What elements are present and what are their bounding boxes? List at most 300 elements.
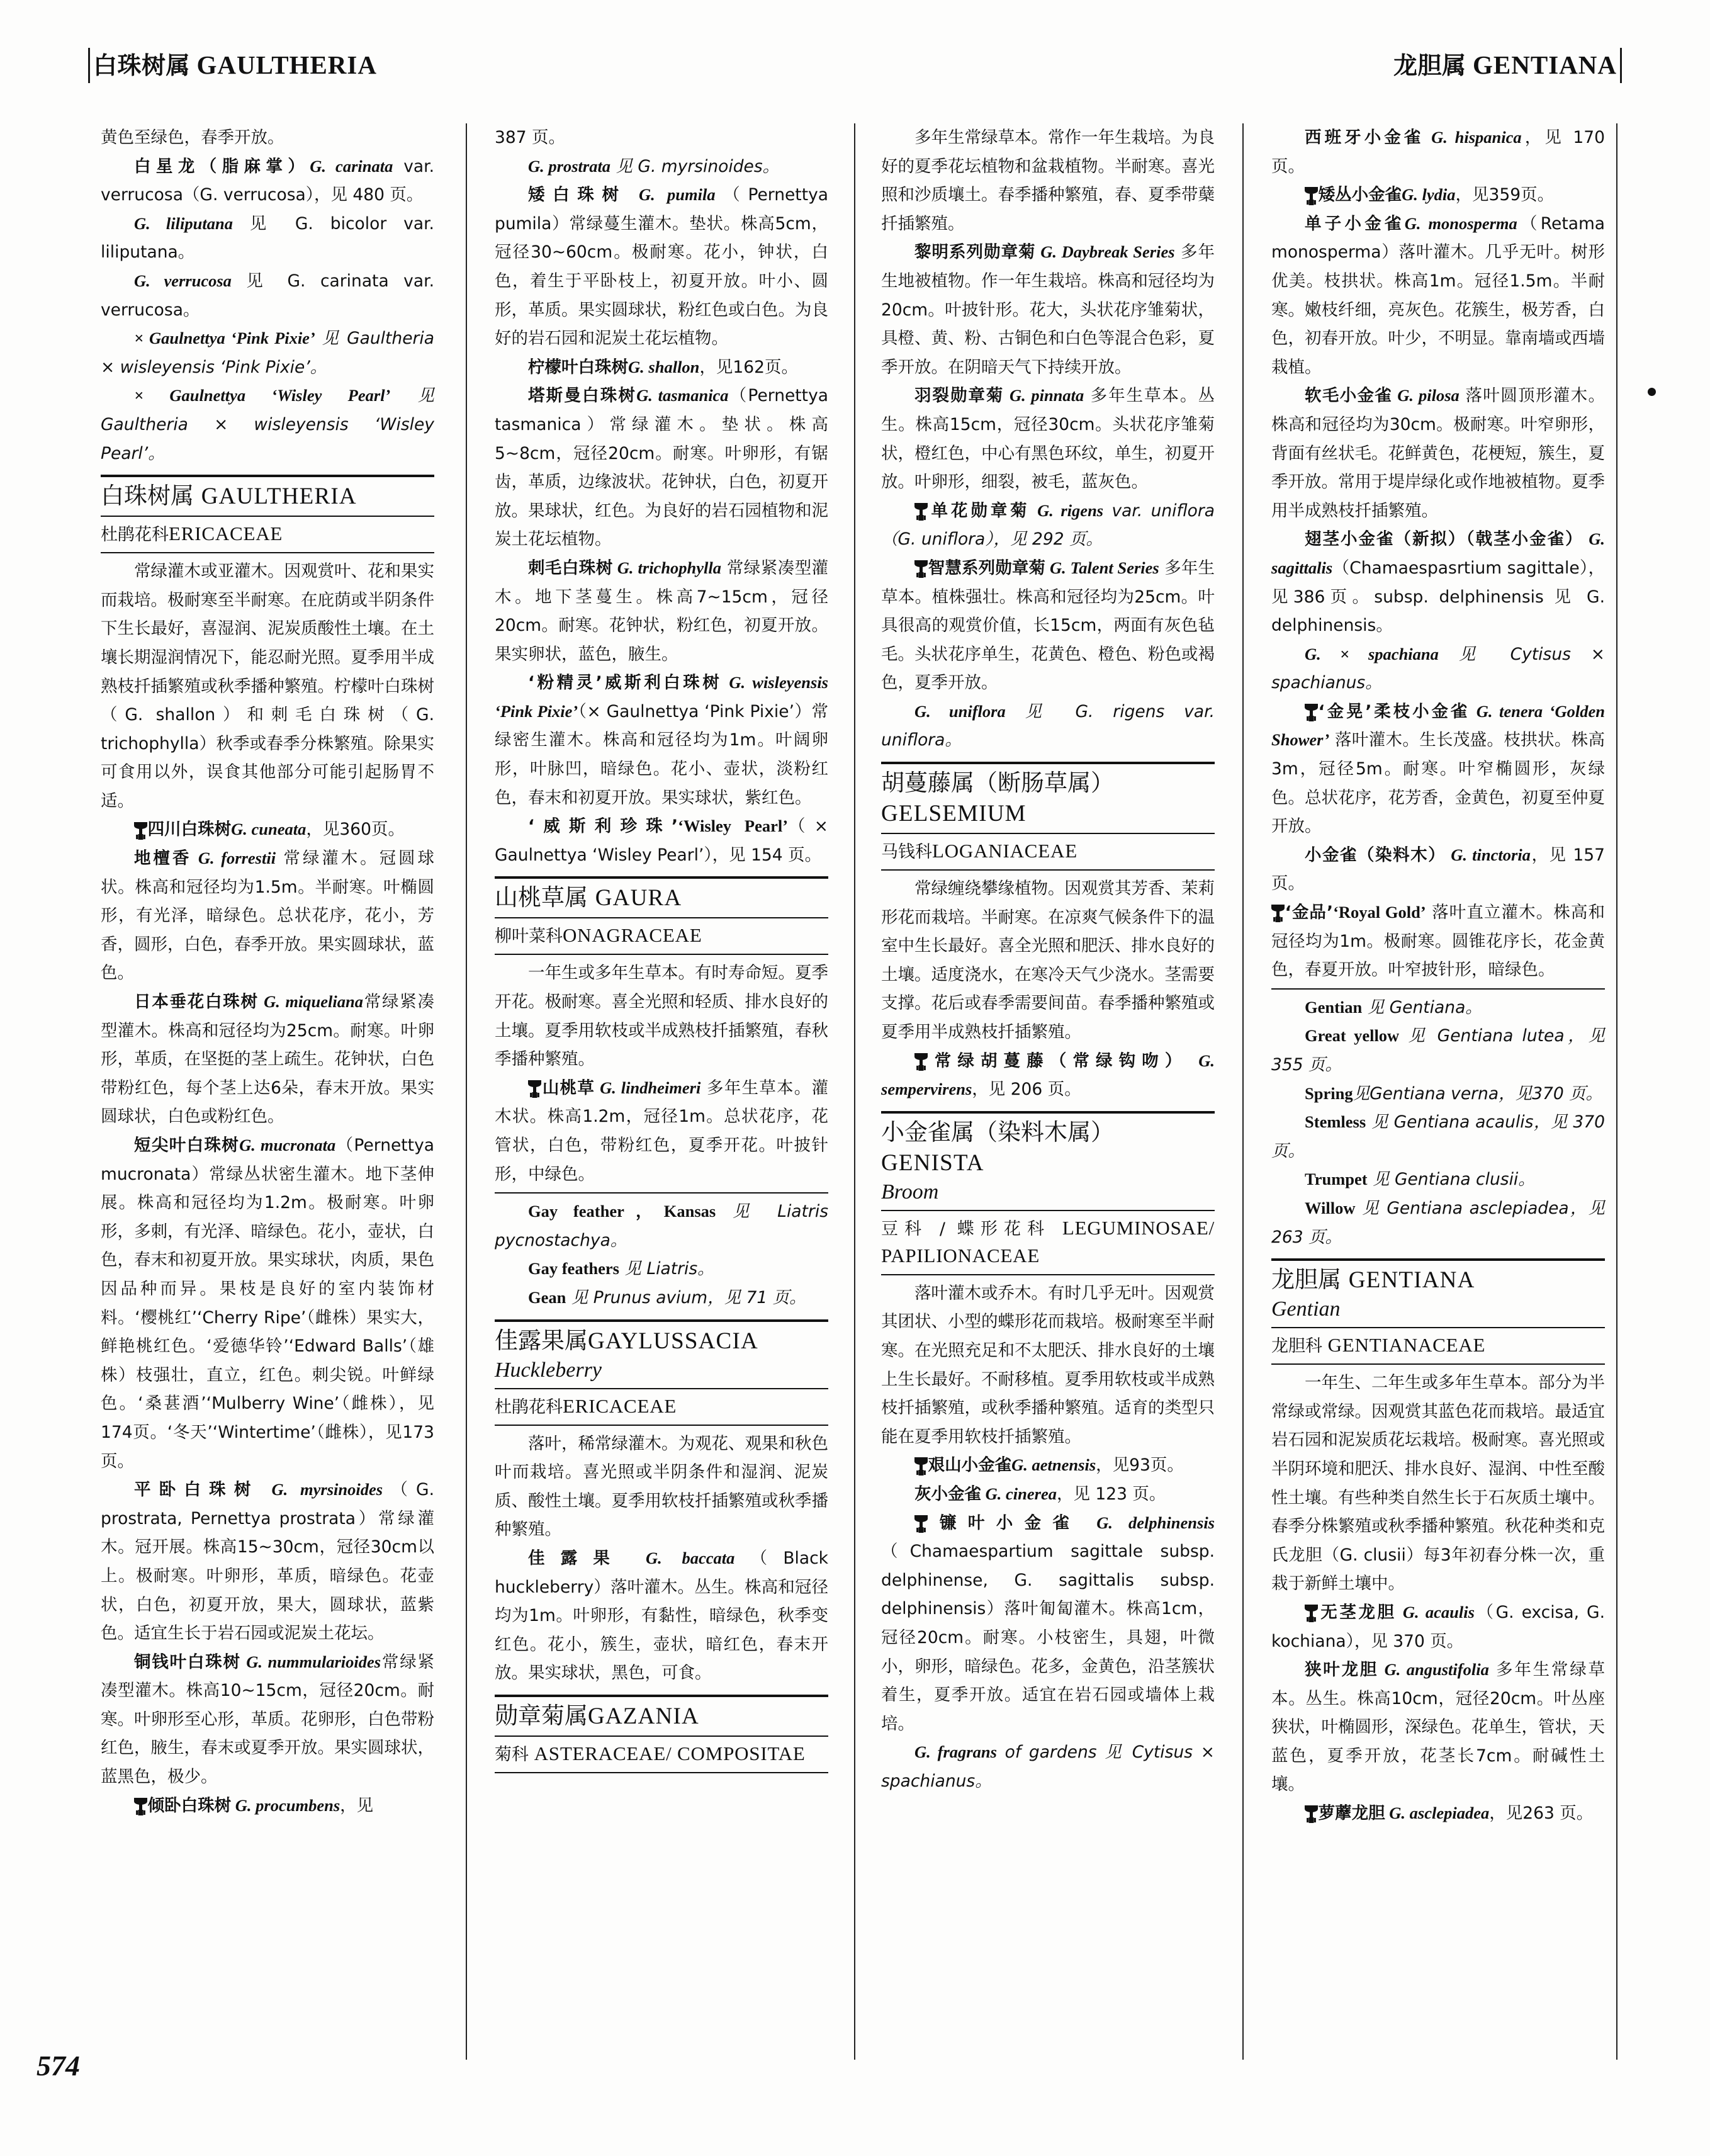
text-column-1 [101, 123, 434, 1820]
genus-heading [495, 1326, 828, 1357]
cross-reference [495, 1255, 828, 1284]
text-column-2 [495, 123, 828, 1777]
cross-reference [1271, 1194, 1605, 1251]
species-entry [1271, 841, 1605, 898]
xref-term: Gean [528, 1287, 566, 1307]
cultivar-name-cjk: ‘金品’ [1285, 903, 1334, 923]
genus-heading [881, 768, 1215, 829]
species-binomial: G. pumila [638, 185, 716, 205]
genus-rule-top [881, 762, 1215, 764]
genus-heading-latin: GAZANIA [588, 1703, 699, 1729]
award-cup-icon [134, 821, 147, 837]
species-entry [101, 988, 434, 1131]
species-name-cjk: 倾卧白珠树 [147, 1795, 232, 1815]
species-entry [1271, 697, 1605, 841]
species-name-cjk: 镰叶小金雀 [928, 1513, 1081, 1533]
award-cup-icon [1305, 703, 1318, 719]
family-cjk: 龙胆科 [1271, 1336, 1322, 1357]
column-divider-1 [466, 123, 467, 2060]
genus-heading-latin: GENTIANA [1348, 1267, 1475, 1294]
species-binomial: G. delphinensis [1096, 1513, 1215, 1532]
species-entry [881, 1480, 1215, 1509]
genus-rule-mid [1271, 1327, 1605, 1328]
xref-term: Gentian [1305, 997, 1363, 1017]
species-body: ，见93页。 [1096, 1455, 1184, 1476]
xref-term: Gay feather，Kansas [528, 1202, 716, 1221]
genus-rule-bottom [881, 869, 1215, 871]
genus-block-gelsemium [881, 762, 1215, 871]
species-binomial: G. rigens [1037, 500, 1104, 520]
running-head-right [1393, 45, 1617, 84]
species-entry [495, 554, 828, 669]
cultivar-name-latin: ‘Royal Gold’ [1333, 903, 1426, 922]
species-entry [881, 497, 1215, 554]
species-body: （× Gaulnettya ‘Wisley Pearl’），见 154 页。 [495, 816, 828, 865]
species-name-cjk: 铜钱叶白珠树 [134, 1652, 241, 1672]
running-head-left-rule [88, 48, 90, 83]
genus-heading-latin: GAYLUSSACIA [588, 1328, 758, 1354]
genus-rule-bottom [881, 1274, 1215, 1275]
species-name-cjk: 常绿胡蔓藤（常绿钩吻） [928, 1051, 1188, 1071]
species-body: 见 Cytisus × spachianus。 [1271, 644, 1606, 693]
species-body: ，见 170 页。 [1271, 128, 1605, 176]
genus-heading-cjk: 小金雀属（染料木属） [881, 1118, 1114, 1146]
genus-description: 常绿缠绕攀缘植物。因观赏其芳香、茉莉形花而栽培。半耐寒。在凉爽气候条件下的温室中生长最好。喜全光照和肥沃、排水良好的土壤。适度浇水，在寒冷天气少浇水。茎需要支撑。花后或春季需要间苗。春季播种繁殖或夏季用半成熟枝扦插繁殖。 [881, 879, 1215, 1042]
species-body: ，见 [340, 1795, 374, 1815]
genus-description: 落叶，稀常绿灌木。为观花、观果和秋色叶而栽培。喜光照或半阴条件和湿润、泥炭质、酸性土壤。夏季用软枝扦插繁殖或秋季播种繁殖。 [495, 1433, 828, 1540]
species-body: 常绿灌木。冠圆球状。株高和冠径均为1.5m。半耐寒。叶椭圆形，有光泽，暗绿色。总状花序，花小，芳香，圆形，白色，春季开放。果实圆球状，蓝色。 [101, 849, 434, 983]
xref-term: Gay feathers [528, 1259, 619, 1278]
xref-term: Great yellow [1305, 1026, 1400, 1046]
species-entry [1271, 1656, 1605, 1799]
xref-target: 见 Gentiana acaulis，见 370 页。 [1271, 1112, 1605, 1161]
species-binomial: G. lindheimeri [600, 1078, 701, 1097]
running-head-left [93, 45, 377, 84]
genus-rule-top [495, 1319, 828, 1322]
species-body: （Pernettya tasmanica）常绿灌木。垫状。株高5~8cm，冠径20cm。耐寒。叶卵形，有锯齿，革质，边缘波状。花钟状，白色，初夏开放。果球状，红色。为良好的岩石园植物和泥炭土花坛植物。 [495, 386, 828, 550]
cultivar-body: 落叶直立灌木。株高和冠径均为1m。极耐寒。圆锥花序长，花金黄色，春夏开放。叶窄披针形，暗绿色。 [1271, 903, 1605, 980]
species-entry [1271, 1799, 1605, 1828]
species-name-cjk: 萝藦龙胆 [1318, 1803, 1385, 1824]
species-name-cjk: 矮白珠树 [528, 185, 627, 205]
xref-target: 见Gentiana verna，见370 页。 [1353, 1083, 1603, 1103]
family-cjk: 柳叶菜科 [495, 927, 563, 947]
column-divider-4 [1616, 123, 1617, 2060]
species-body: ，见 157 页。 [1271, 845, 1605, 894]
genus-rule-top [495, 876, 828, 879]
entry-body: 见 Gaultheria × wisleyensis ‘Pink Pixie’。 [101, 329, 435, 377]
species-binomial: G. trichophylla [617, 558, 722, 577]
genus-description: 一年生、二年生或多年生草本。部分为半常绿或常绿。因观赏其蓝色花而栽培。最适宜岩石园和泥炭质花坛栽培。极耐寒。喜光照或半阴环境和肥沃、排水良好、湿润、中性至酸性土壤。有些种类自然生长于石灰质土壤中。春季分株繁殖或秋季播种繁殖。秋花种类和克氏龙胆（G. clusii）每3年初春分株一次，重栽于新鲜土壤中。 [1271, 1373, 1605, 1594]
family-cjk: 杜鹃花科 [495, 1397, 563, 1417]
species-body: （Retama monosperma）落叶灌木。几乎无叶。树形优美。枝拱状。株高1m。冠径1.5m。半耐寒。嫩枝纤细，亮灰色。花簇生，极芳香，白色，初春开放。叶少，不明显。靠南墙或西墙栽植。 [1271, 213, 1605, 377]
species-binomial: G. wisleyensis ‘Pink Pixie’ [495, 673, 828, 721]
species-entry [881, 1047, 1215, 1104]
species-binomial: G. cuneata [231, 820, 307, 839]
species-body: var. uniflora（G. uniflora），见 292 页。 [881, 500, 1215, 550]
species-binomial: G. sempervirens [881, 1051, 1215, 1099]
genus-rule-mid [495, 917, 828, 918]
xref-target: 见 Liatris pycnostachya。 [495, 1202, 828, 1250]
species-body: 落叶灌木。生长茂盛。枝拱状。株高3m，冠径5m。耐寒。叶窄椭圆形，灰绿色。总状花序，花芳香，金黄色，初夏至仲夏开放。 [1271, 730, 1605, 837]
column-divider-2 [854, 123, 855, 2060]
species-name-cjk: 地檀香 [134, 849, 192, 869]
genus-block-gaylussacia [495, 1319, 828, 1426]
species-name-cjk: 灰小金雀 [914, 1484, 981, 1504]
species-body: ，见263 页。 [1489, 1803, 1594, 1824]
species-entry [881, 697, 1215, 755]
entry-gaulnettya-wisley-pearl [101, 381, 434, 468]
species-entry [1271, 123, 1605, 181]
species-binomial: G. angustifolia [1384, 1660, 1489, 1679]
species-name-cjk: 平卧白珠树 [134, 1480, 259, 1500]
family-latin: GENTIANACEAE [1327, 1334, 1486, 1357]
genus-heading-cjk: 白珠树属 [101, 482, 194, 510]
species-binomial: G. tinctoria [1451, 845, 1531, 864]
entry-binomial: G. carinata [310, 156, 393, 176]
species-name-cjk: 矮丛小金雀 [1318, 185, 1402, 205]
species-binomial: G. Talent Series [1049, 558, 1159, 577]
species-binomial: G. aetnensis [1011, 1455, 1096, 1475]
species-body: ，见359页。 [1455, 185, 1555, 205]
genus-rule-bottom [495, 1772, 828, 1773]
family-line [495, 1393, 828, 1421]
species-body: （Pernettya mucronata）常绿丛状密生灌木。地下茎伸展。株高和冠径均为1.2m。极耐寒。叶卵形，多刺，有光泽、暗绿色。花小，壶状，白色，春末和初夏开放。果实球状，肉质，果色因品种而异。果枝是良好的室内装饰材料。‘樱桃红’‘Cherry Ripe’（雌株）果实大，鲜艳桃红色。‘爱德华铃’‘Edward Balls’（雄株）枝强壮，直立，红色。刺尖锐。叶鲜绿色。‘桑葚酒’‘Mulberry Wine’（雌株），见174页。‘冬天’‘Wintertime’（雌株），见173页。 [101, 1136, 434, 1471]
genus-rule-bottom [101, 552, 434, 553]
species-entry [495, 353, 828, 382]
species-body: 多年生草本。灌木状。株高1.2m，冠径1m。总状花序，花管状，白色，带粉红色，夏季开花。叶披针形，中绿色。 [495, 1078, 829, 1184]
entry-binomial: G. prostrata [528, 156, 611, 176]
species-entry [495, 812, 828, 869]
genus-rule-bottom [495, 1425, 828, 1426]
species-body: ，见 123 页。 [1056, 1484, 1166, 1504]
genus-rule-mid [495, 1388, 828, 1389]
genus-heading-cjk: 佳露果属 [495, 1326, 588, 1354]
cross-reference [1271, 1022, 1605, 1079]
genus-block-gaultheria [101, 475, 434, 553]
xref-term: Spring [1305, 1083, 1353, 1103]
species-name-cjk: 无茎龙胆 [1318, 1602, 1397, 1622]
species-entry [101, 815, 434, 844]
species-binomial: G. lydia [1402, 185, 1456, 205]
species-body: 常绿紧凑型灌木。地下茎蔓生。株高7~15cm，冠径20cm。耐寒。花钟状，粉红色，初夏开放。果实卵状，蓝色，腋生。 [495, 558, 829, 664]
entry-binomial: G. liliputana [134, 213, 233, 233]
genus-heading-cjk: 山桃草属 [495, 884, 588, 912]
entry-binomial: × Gaulnettya ‘Pink Pixie’ [134, 329, 315, 348]
family-line [1271, 1332, 1605, 1360]
cross-reference [1271, 1108, 1605, 1165]
species-name-cjk: 佳露果 [528, 1548, 626, 1568]
species-binomial: G. hispanica [1431, 128, 1522, 147]
species-body: （Chamaespasrtium sagittale），见386页。subsp. delphinensis 见 G. delphinensis。 [1271, 558, 1605, 636]
cross-reference [495, 1284, 828, 1312]
family-cjk: 菊科 [495, 1744, 529, 1764]
species-entry [495, 381, 828, 554]
family-line [495, 1741, 828, 1768]
species-name-cjk: 翅茎小金雀（新拟）（戟茎小金雀） [1305, 529, 1583, 550]
genus-rule-top [101, 475, 434, 477]
species-body: ，见 206 页。 [972, 1080, 1081, 1100]
cross-reference [1271, 993, 1605, 1022]
cross-reference [1271, 1165, 1605, 1194]
species-entry [881, 1451, 1215, 1480]
family-line [881, 1215, 1215, 1270]
genus-heading-latin: GAULTHERIA [201, 483, 357, 510]
species-name-cjk: 山桃草 [541, 1078, 595, 1098]
award-cup-icon [1305, 186, 1318, 202]
species-name-cjk: 柠檬叶白珠树 [528, 357, 628, 377]
genus-rule-bottom [1271, 1363, 1605, 1365]
genus-heading [1271, 1265, 1605, 1295]
award-cup-icon [914, 560, 928, 575]
species-name-cjk: 刺毛白珠树 [528, 558, 613, 578]
species-entry [1271, 525, 1605, 640]
species-body: 常绿紧凑型灌木。株高10~15cm，冠径20cm。耐寒。叶卵形至心形，革质。花卵形，白色带粉红色，腋生，春末或夏季开放。果实圆球状，蓝黑色，极少。 [101, 1652, 435, 1787]
species-name-cjk: 黎明系列勋章菊 [914, 242, 1036, 262]
award-cup-icon [1305, 1604, 1318, 1620]
genus-rule-top [881, 1111, 1215, 1114]
genus-heading [495, 883, 828, 913]
species-entry [1271, 1598, 1605, 1656]
species-body: ，见162页。 [699, 357, 798, 377]
species-binomial: G. fragrans [914, 1742, 997, 1762]
xref-target: 见 Gentiana asclepiadea，见263 页。 [1271, 1198, 1605, 1247]
family-cjk: 杜鹃花科 [101, 525, 169, 545]
entry-binomial: G. verrucosa [134, 271, 232, 290]
genus-description: 一年生或多年生草本。有时寿命短。夏季开花。极耐寒。喜全光照和轻质、排水良好的土壤。夏季用软枝或半成熟枝扦插繁殖，春秋季播种繁殖。 [495, 963, 828, 1070]
species-body: （Pernettya pumila）常绿蔓生灌木。垫状。株高5cm，冠径30~60cm。极耐寒。花小，钟状，白色，着生于平卧枝上，初夏开放。叶小、圆形，革质。果实圆球状，粉红色或白色。为良好的岩石园和泥炭土花坛植物。 [495, 185, 829, 349]
species-body: （G. excisa, G. kochiana），见 370 页。 [1271, 1602, 1606, 1651]
award-cup-icon [1305, 1805, 1318, 1820]
species-entry [101, 844, 434, 988]
genus-block-gazania [495, 1695, 828, 1773]
species-entry [881, 381, 1215, 496]
species-body: 多年生草本。植株强壮。株高和冠径均为25cm。叶具很高的观赏价值，长15cm，两面有灰色毡毛。头状花序单生，花黄色、橙色、粉色或褐色，夏季开放。 [881, 558, 1215, 693]
genus-description: 落叶灌木或乔木。有时几乎无叶。因观赏其团状、小型的蝶形花而栽培。极耐寒至半耐寒。在光照充足和不太肥沃、排水良好的土壤上生长最好。不耐移植。夏季用软枝或半成熟枝扦插繁殖，或秋季播种繁殖。适育的类型只能在夏季用软枝扦插繁殖。 [881, 1283, 1215, 1447]
species-name-cjk: ‘威斯利珍珠’ [528, 816, 678, 837]
species-binomial: G. tenera ‘Golden Shower’ [1271, 701, 1606, 750]
genus-rule-mid [101, 516, 434, 517]
species-name-cjk: 单花勋章菊 [928, 500, 1030, 521]
genus-block-gaura [495, 876, 828, 955]
family-latin: LEGUMINOSAE/ PAPILIONACEAE [881, 1216, 1215, 1267]
award-cup-icon [914, 502, 928, 518]
paragraph: 387 页。 [495, 128, 566, 147]
genus-heading-latin: GELSEMIUM [881, 801, 1027, 827]
species-binomial: G. monosperma [1404, 213, 1517, 233]
species-entry [881, 1509, 1215, 1739]
genus-rule-top [1271, 1258, 1605, 1261]
column-divider-3 [1242, 123, 1244, 2060]
species-body: ，见360页。 [306, 820, 405, 840]
species-entry [881, 238, 1215, 381]
species-binomial: G. mucronata [239, 1136, 336, 1154]
species-entry [101, 1792, 434, 1820]
family-latin: ERICACEAE [563, 1394, 677, 1417]
text-column-4 [1271, 123, 1605, 1828]
species-binomial: G. pinnata [1009, 386, 1084, 405]
species-entry [1271, 181, 1605, 210]
species-entry [101, 1131, 434, 1476]
xref-term: Trumpet [1305, 1170, 1368, 1189]
species-name-cjk: 艰山小金雀 [928, 1455, 1012, 1476]
species-name-cjk: 日本垂花白珠树 [134, 992, 259, 1012]
species-entry [495, 669, 828, 812]
page-number: 574 [37, 2050, 80, 2082]
species-name-cjk: 狭叶龙胆 [1305, 1660, 1379, 1680]
species-binomial: G. shallon [628, 357, 700, 376]
species-body: （Chamaespartium sagittale subsp. delphinense, G. sagittalis subsp. delphinensis）落叶匍匐灌木。株高1cm，冠径20cm。耐寒。小枝密生，具翅，叶微小，卵形，暗绿色。花多，金黄色，沿茎簇状着生，夏季开放。适宜在岩石园或墙体上栽培。 [881, 1542, 1215, 1734]
species-name-cjk: 羽裂勋章菊 [914, 386, 1004, 406]
printer-mark-dot [1648, 388, 1656, 396]
species-name-cjk: 短尖叶白珠树 [134, 1136, 240, 1155]
xref-target: 见 Gentiana。 [1362, 997, 1482, 1017]
genus-heading-latin: GENISTA [881, 1149, 984, 1176]
xref-target: 见 Gentiana lutea，见 355 页。 [1271, 1026, 1605, 1075]
species-entry [101, 1648, 434, 1792]
species-entry [1271, 381, 1605, 525]
species-entry [881, 554, 1215, 697]
section-rule [495, 1192, 828, 1194]
species-entry [495, 1544, 828, 1688]
species-body: （× Gaulnettya ‘Pink Pixie’）常绿密生灌木。株高和冠径均为1m。叶阔卵形，叶脉凹，暗绿色。花小、壶状，淡粉红色，春末和初夏开放。果实球状，紫红色。 [495, 701, 828, 808]
genus-heading [881, 1117, 1215, 1178]
species-name-cjk: 小金雀（染料木） [1305, 845, 1446, 865]
xref-target: 见 Liatris。 [619, 1259, 714, 1279]
family-line [495, 922, 828, 950]
species-binomial: G. miqueliana [264, 992, 364, 1012]
species-body: 常绿紧凑型灌木。株高和冠径均为25cm。耐寒。叶卵形，革质，在坚挺的茎上疏生。花钟状，白色带粉红色，每个茎上达6朵，春末开放。果实圆球状，白色或粉红色。 [101, 992, 435, 1127]
species-binomial: G. acaulis [1402, 1602, 1475, 1622]
entry-liliputana [101, 210, 434, 267]
genus-heading-latin: GAURA [595, 885, 682, 912]
species-binomial: G. nummularioides [246, 1652, 381, 1671]
xref-target: 见 Prunus avium，见 71 页。 [566, 1287, 806, 1307]
species-binomial: G. cinerea [985, 1484, 1057, 1503]
genus-rule-bottom [495, 954, 828, 955]
cross-reference [1271, 1080, 1605, 1109]
species-body: 见 G. rigens var. uniflora。 [881, 701, 1215, 750]
award-cup-icon [914, 1053, 928, 1068]
species-name-cjk: ‘粉精灵’威斯利白珠树 [528, 673, 723, 693]
paragraph: 黄色至绿色，春季开放。 [101, 128, 284, 147]
cultivar-entry [1271, 898, 1605, 985]
species-binomial: G. baccata [645, 1548, 735, 1567]
species-name-cjk: 单子小金雀 [1305, 213, 1405, 234]
running-head-left-cjk: 白珠树属 [93, 52, 191, 79]
species-body: 多年生草本。丛生。株高15cm，冠径30cm。头状花序雏菊状，橙红色，中心有黑色环纹，单生，初夏开放。叶卵形，细裂，被毛，蓝灰色。 [881, 386, 1215, 492]
species-name-cjk: 塔斯曼白珠树 [528, 386, 637, 406]
genus-rule-top [495, 1695, 828, 1697]
genus-heading [495, 1701, 828, 1732]
section-rule [1271, 988, 1605, 990]
running-head-left-latin: GAULTHERIA [196, 50, 377, 79]
species-name-cjk: ‘金晃’柔枝小金雀 [1318, 701, 1470, 721]
species-entry [881, 1738, 1215, 1795]
award-cup-icon [528, 1080, 541, 1095]
genus-common-name: Huckleberry [495, 1358, 602, 1382]
running-head-right-cjk: 龙胆属 [1393, 52, 1466, 79]
species-binomial: G. × spachiana [1305, 644, 1439, 663]
species-body: （G. prostrata, Pernettya prostrata）常绿灌木。冠开展。株高15~30cm，冠径30cm以上。极耐寒。叶卵形，革质，暗绿色。花壶状，白色，初夏开放，果大，圆球状，蓝紫色。适宜生长于岩石园或泥炭土花坛。 [101, 1480, 434, 1644]
species-name-cjk: 软毛小金雀 [1305, 386, 1393, 406]
entry-prostrata [495, 152, 828, 181]
family-latin: ASTERACEAE/ COMPOSITAE [534, 1742, 806, 1764]
genus-heading-cjk: 胡蔓藤属（断肠草属） [881, 769, 1114, 797]
xref-term: Willow [1305, 1198, 1356, 1217]
species-body: 多年生地被植物。作一年生栽培。株高和冠径均为20cm。叶披针形。花大，头状花序雏菊状，具橙、黄、粉、古铜色和白色等混合色彩，夏季开放。在阴暗天气下持续开放。 [881, 242, 1215, 377]
species-name-cjk: 四川白珠树 [147, 820, 232, 840]
entry-binomial: × Gaulnettya ‘Wisley Pearl’ [134, 386, 391, 405]
family-latin: ONAGRACEAE [563, 924, 702, 947]
genus-heading [101, 481, 434, 512]
species-binomial: G. forrestii [198, 849, 276, 868]
entry-gaulnettya-pink-pixie [101, 324, 434, 381]
species-binomial: G. Daybreak Series [1040, 242, 1175, 262]
award-cup-icon [914, 1515, 928, 1530]
genus-description: 多年生常绿草本。常作一年生栽培。为良好的夏季花坛植物和盆栽植物。半耐寒。喜光照和沙质壤土。春季播种繁殖，春、夏季带蘖扦插繁殖。 [881, 128, 1215, 234]
family-latin: ERICACEAE [169, 522, 283, 545]
family-cjk: 豆科 / 蝶形花科 [881, 1219, 1051, 1239]
genus-heading-cjk: 龙胆属 [1271, 1266, 1341, 1294]
genus-block-gentiana [1271, 1258, 1605, 1365]
species-entry [1271, 210, 1605, 382]
genus-block-genista [881, 1111, 1215, 1275]
species-binomial: G. myrsinoides [271, 1480, 383, 1499]
award-cup-icon [914, 1457, 928, 1473]
species-binomial: G. uniflora [914, 701, 1006, 721]
award-cup-icon [1271, 904, 1285, 920]
family-line [101, 521, 434, 548]
species-body: 多年生常绿草本。丛生。株高10cm，冠径20cm。叶丛座狭状，叶椭圆形，深绿色。花单生，管状，天蓝色，夏季开放，花茎长7cm。耐碱性土壤。 [1271, 1660, 1606, 1795]
cross-reference [495, 1197, 828, 1255]
species-body: 落叶圆顶形灌木。株高和冠径均为30cm。极耐寒。叶窄卵形，背面有丝状毛。花鲜黄色，花梗短，簇生，夏季开放。常用于堤岸绿化或作地被植物。夏季用半成熟枝扦插繁殖。 [1271, 386, 1605, 521]
entry-verrucosa [101, 267, 434, 324]
genus-description: 常绿灌木或亚灌木。因观赏叶、花和果实而栽培。极耐寒至半耐寒。在庇荫或半阴条件下生长最好，喜湿润、泥炭质酸性土壤。在土壤长期湿润情况下，能忍耐光照。夏季用半成熟枝扦插繁殖或秋季播种繁殖。柠檬叶白珠树（G. shallon）和刺毛白珠树（G. trichophylla）秋季或春季分株繁殖。除果实可食用以外，误食其他部分可能引起肠胃不适。 [101, 562, 434, 811]
award-cup-icon [134, 1797, 147, 1813]
species-binomial: G. asclepiadea [1389, 1803, 1490, 1823]
text-column-3 [881, 123, 1215, 1796]
entry-body: 见 G. myrsinoides。 [610, 156, 780, 176]
entry-body: 见 G. carinata var. verrucosa。 [101, 271, 434, 320]
xref-target: 见 Gentiana clusii。 [1367, 1170, 1535, 1190]
entry-name-cjk: 白星龙（脂麻掌） [134, 156, 310, 176]
genus-rule-mid [495, 1736, 828, 1737]
species-body: （Black huckleberry）落叶灌木。丛生。株高和冠径均为1m。叶卵形，有黏性，暗绿色，秋季变红色。花小，簇生，壶状，暗红色，春末开放。果实球状，黑色，可食。 [495, 1548, 829, 1683]
species-name-cjk: 西班牙小金雀 [1305, 128, 1424, 147]
species-entry [101, 1476, 434, 1648]
species-binomial: G. sagittalis [1271, 529, 1606, 577]
running-head-right-latin: GENTIANA [1473, 50, 1617, 79]
genus-rule-mid [881, 833, 1215, 834]
genus-rule-mid [881, 1210, 1215, 1211]
genus-common-name: Broom [881, 1180, 939, 1204]
species-body: of gardens 见 Cytisus × spachianus。 [881, 1742, 1215, 1791]
species-entry [495, 181, 828, 353]
family-cjk: 马钱科 [881, 842, 932, 862]
species-binomial: G. procumbens [235, 1795, 340, 1815]
entry-body: 见 Gaultheria × wisleyensis ‘Wisley Pearl’。 [101, 386, 434, 463]
xref-term: Stemless [1305, 1112, 1366, 1132]
entry-carinata [101, 152, 434, 210]
family-line [881, 838, 1215, 866]
species-binomial: G. tasmanica [636, 386, 729, 405]
entry-body: 见 G. bicolor var. liliputana。 [101, 213, 434, 262]
species-entry [1271, 640, 1605, 697]
genus-common-name: Gentian [1271, 1297, 1341, 1321]
species-name-cjk: 智慧系列勋章菊 [928, 558, 1046, 578]
species-cultivar: ‘Wisley Pearl’ [678, 816, 789, 836]
